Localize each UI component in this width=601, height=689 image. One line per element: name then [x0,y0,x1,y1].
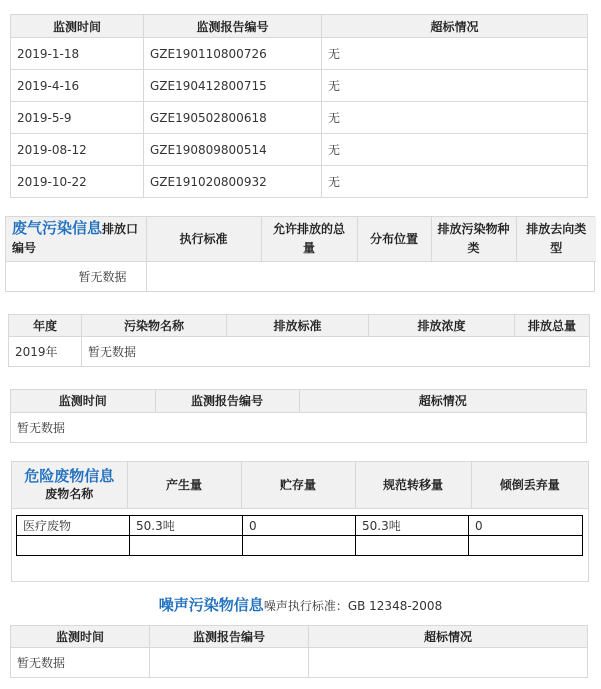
cell-exceed: 无 [322,70,588,102]
header-outlet-no [6,217,146,261]
table-header-row [11,626,588,648]
table-header-row [9,315,590,337]
header-allowed-total: 允许排放的总量 [261,217,357,261]
header-exceed: 超标情况 [309,626,588,648]
header-emission-concentration: 排放浓度 [369,315,515,337]
cell-empty [309,648,588,678]
header-waste-name [12,462,127,508]
header-dumped: 倾倒丢弃量 [471,462,588,508]
cell-empty [17,536,130,556]
emission-table [8,314,589,367]
waste-gas-title: 废气污染信息 [12,219,103,238]
cell-empty [243,536,356,556]
header-exceed: 超标情况 [299,390,586,412]
cell-waste-name: 医疗废物 [17,516,130,536]
cell-exceed: 无 [322,38,588,70]
noise-standard: 噪声执行标准：GB 12348-2008 [263,599,443,613]
cell-dumped: 0 [469,516,583,536]
cell-report-no: GZE191020800932 [144,166,322,198]
cell-year: 2019年 [9,337,82,367]
cell-date: 2019-5-9 [11,102,144,134]
noise-table [10,625,587,678]
header-report-no: 监测报告编号 [144,15,322,38]
waste-name-label: 废物名称 [45,486,94,501]
cell-date: 2019-10-22 [11,166,144,198]
empty-data-text: 暂无数据 [146,261,596,291]
table-row [11,70,588,102]
header-generated: 产生量 [127,462,241,508]
cell-empty [150,648,309,678]
empty-data-text: 暂无数据 [82,337,590,367]
header-stored: 贮存量 [241,462,355,508]
table-header-row [11,15,588,38]
table-row [9,337,590,367]
empty-data-text: 暂无数据 [11,648,150,678]
header-discharge-type: 排放去向类型 [516,217,596,261]
cell-empty [130,536,243,556]
noise-title: 噪声污染物信息 [158,596,264,614]
table-header-row [6,217,596,261]
table-row [11,412,586,442]
header-pollutant-type: 排放污染物种类 [431,217,516,261]
table-header-row [12,462,588,508]
header-monitor-time: 监测时间 [11,15,144,38]
header-pollutant-name: 污染物名称 [82,315,227,337]
header-location: 分布位置 [357,217,431,261]
waste-gas-section [5,216,595,292]
cell-empty [469,536,583,556]
table-row [6,261,596,291]
header-report-no: 监测报告编号 [155,390,299,412]
noise-title-row [0,594,601,615]
cell-date: 2019-08-12 [11,134,144,166]
cell-exceed: 无 [322,166,588,198]
header-year: 年度 [9,315,82,337]
cell-exceed: 无 [322,134,588,166]
outlet-no-label: 排放口编号 [12,222,139,256]
header-standard: 执行标准 [146,217,261,261]
cell-report-no: GZE190809800514 [144,134,322,166]
cell-exceed: 无 [322,102,588,134]
cell-report-no: GZE190412800715 [144,70,322,102]
empty-data-text: 暂无数据 [17,420,66,435]
table-row [11,38,588,70]
cell-generated: 50.3吨 [130,516,243,536]
cell-stored: 0 [243,516,356,536]
cell-report-no: GZE190502800618 [144,102,322,134]
header-monitor-time: 监测时间 [11,626,150,648]
header-emission-total: 排放总量 [515,315,590,337]
cell-report-no: GZE190110800726 [144,38,322,70]
header-report-no: 监测报告编号 [150,626,309,648]
cell-date: 2019-1-18 [11,38,144,70]
table-header-row [11,390,586,412]
header-exceed: 超标情况 [322,15,588,38]
hazardous-waste-data [16,515,582,556]
table-row [17,516,583,536]
table-row [17,536,583,556]
cell-date: 2019-4-16 [11,70,144,102]
table-row [11,134,588,166]
cell-transferred: 50.3吨 [356,516,469,536]
table-row [11,648,588,678]
table-row [11,102,588,134]
hazardous-waste-title: 危险废物信息 [24,466,115,485]
table-row [11,166,588,198]
header-transferred: 规范转移量 [355,462,471,508]
cell-empty [356,536,469,556]
hazardous-waste-section [11,461,589,582]
monitoring-table [10,14,587,198]
header-emission-standard: 排放标准 [227,315,369,337]
header-monitor-time: 监测时间 [11,390,155,412]
monitoring-table-2 [10,389,587,443]
